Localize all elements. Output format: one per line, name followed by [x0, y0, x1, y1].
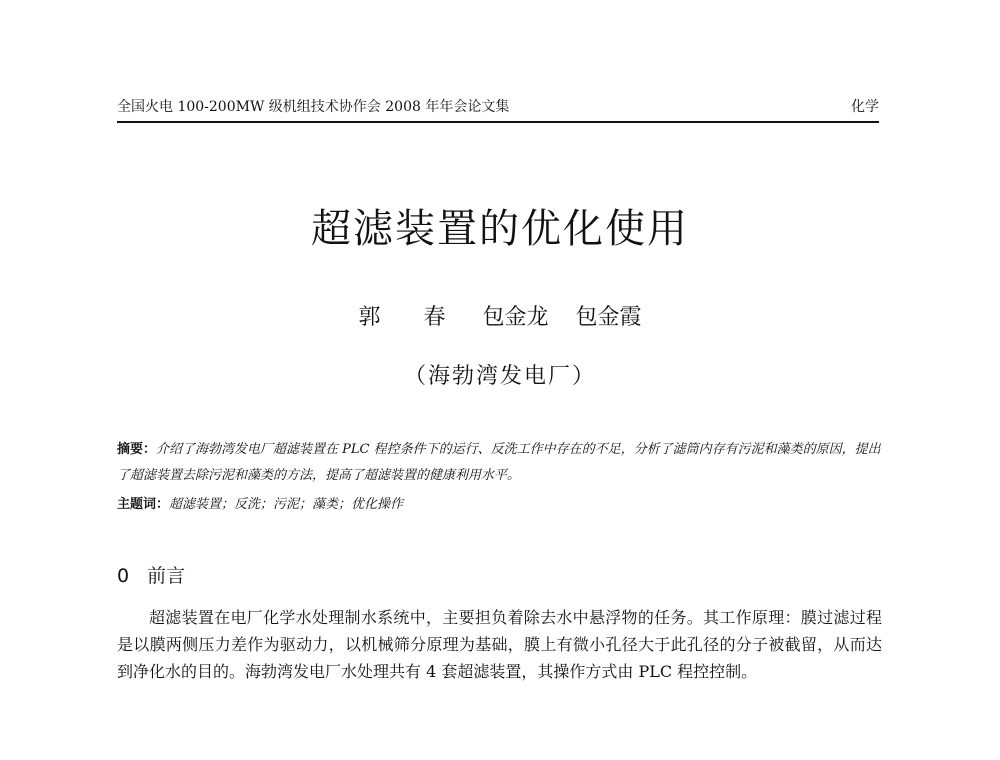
- section-title: 前言: [147, 565, 186, 587]
- author-name: 包金霞: [575, 305, 642, 330]
- author-list: [0, 303, 1000, 333]
- section-heading: [117, 563, 185, 589]
- abstract-text: 介绍了海勃湾发电厂超滤装置在 PLC 程控条件下的运行、反洗工作中存在的不足，分析了滤筒内存有污泥和藻类的原因，提出了超滤装置去除污泥和藻类的方法，提高了超滤装置的健康利用水平。: [117, 442, 881, 483]
- section-category: 化学: [851, 99, 879, 115]
- keywords: [117, 493, 887, 517]
- abstract-label: 摘要：: [117, 442, 157, 457]
- keywords-label: 主题词：: [117, 497, 170, 512]
- section-number: 0: [117, 565, 130, 587]
- keywords-text: 超滤装置；反洗；污泥；藻类；优化操作: [169, 497, 404, 512]
- affiliation: （海勃湾发电厂）: [403, 364, 596, 389]
- paper-title: 超滤装置的优化使用: [311, 206, 689, 252]
- running-header: [117, 97, 879, 123]
- author-name: 郭 春: [358, 305, 464, 330]
- author-name: 包金龙: [482, 305, 549, 330]
- body-paragraph: 超滤装置在电厂化学水处理制水系统中，主要担负着除去水中悬浮物的任务。其工作原理：膜过滤过程是以膜两侧压力差作为驱动力，以机械筛分原理为基础，膜上有微小孔径大于此孔径的分子被截留，从而达到净化水的目的。海勃湾发电厂水处理共有 4 套超滤装置，其操作方式由 PLC 程控控制。: [117, 608, 882, 681]
- proceedings-title: 全国火电 100-200MW 级机组技术协作会 2008 年年会论文集: [117, 99, 510, 115]
- abstract: [117, 437, 887, 489]
